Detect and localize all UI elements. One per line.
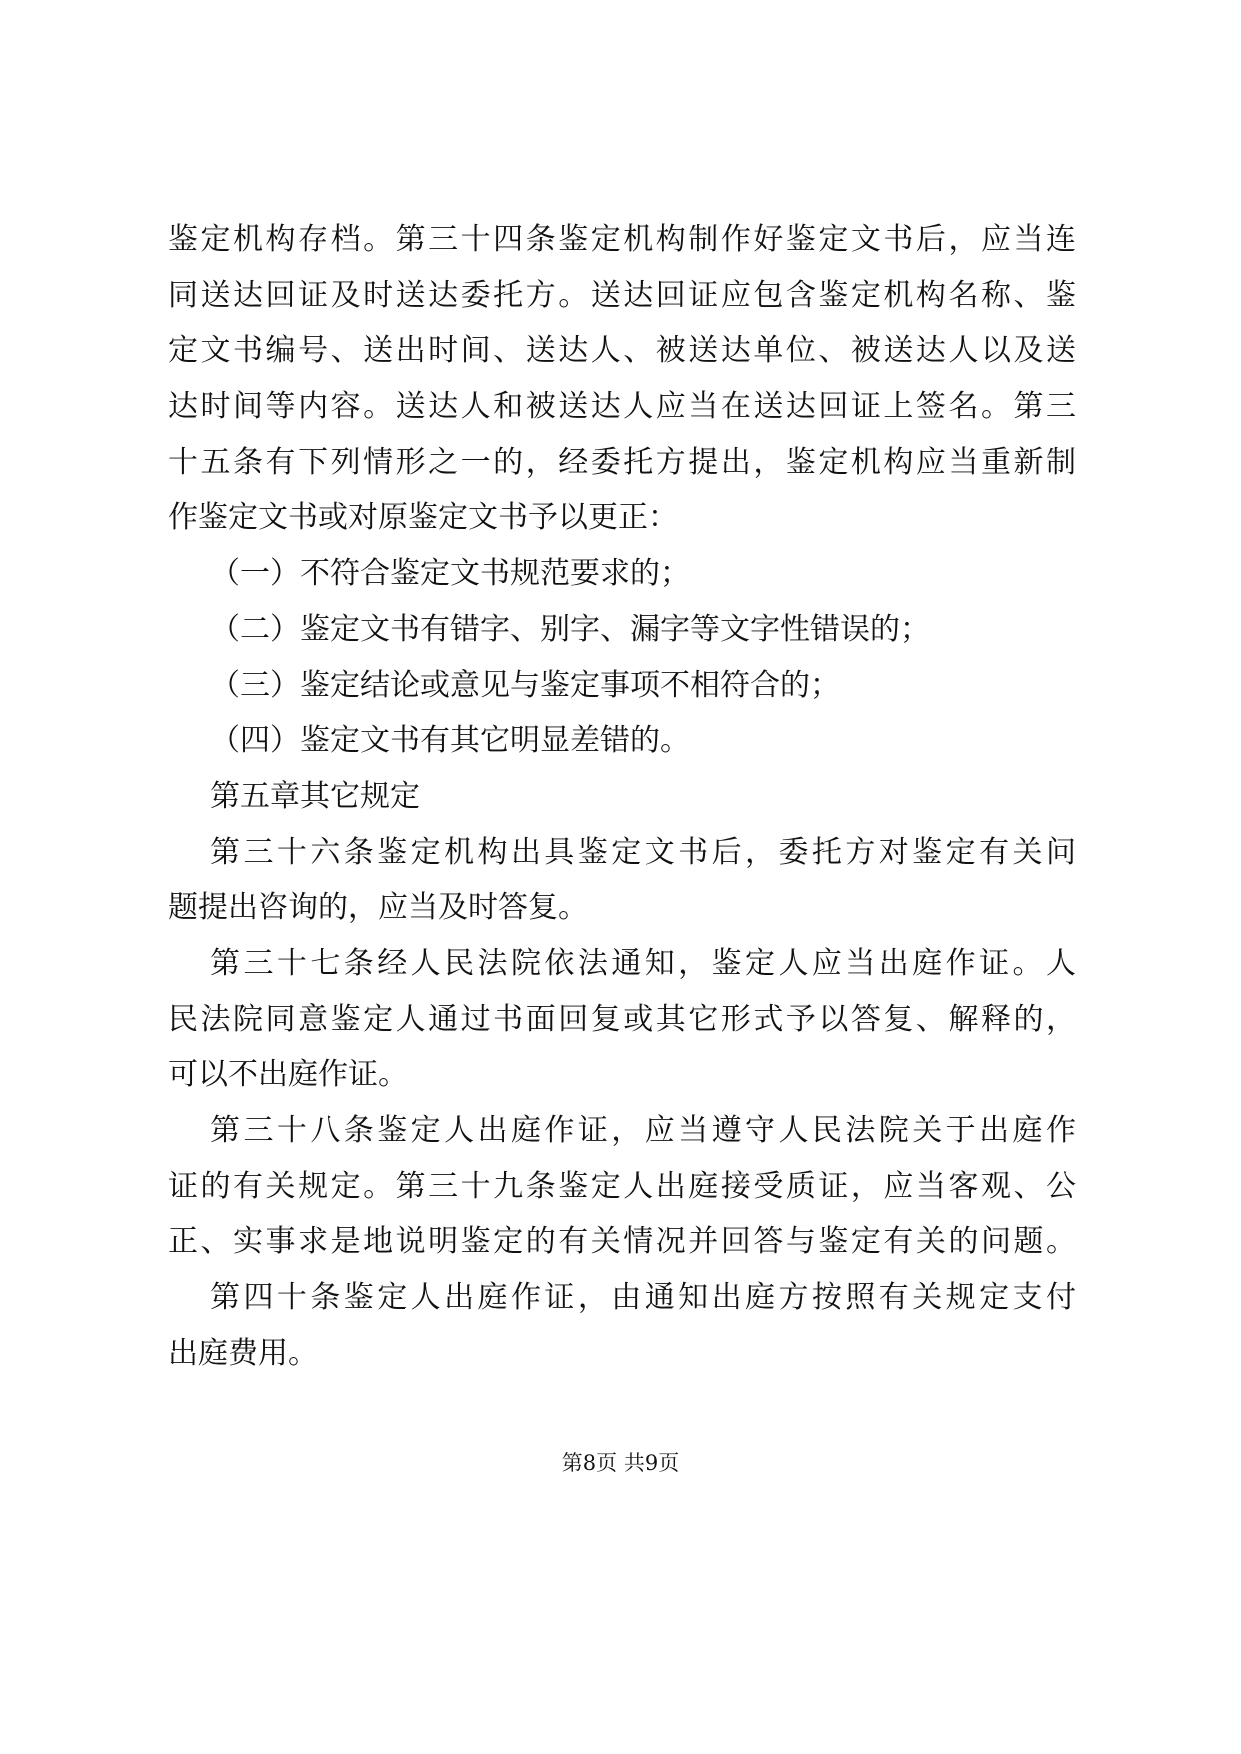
text-line: 第三十八条鉴定人出庭作证，应当遵守人民法院关于出庭作 <box>210 1113 1076 1148</box>
page-footer: 第8页 共9页 <box>561 1451 680 1475</box>
list-item: （三）鉴定结论或意见与鉴定事项不相符合的； <box>210 667 840 703</box>
list-item: （一）不符合鉴定文书规范要求的； <box>210 556 690 592</box>
text-line: 同送达回证及时送达委托方。送达回证应包含鉴定机构名称、鉴 <box>168 277 1076 313</box>
text-line: 达时间等内容。送达人和被送达人应当在送达回证上签名。第三 <box>168 389 1076 425</box>
text-line: 作鉴定文书或对原鉴定文书予以更正： <box>168 500 678 536</box>
text-line: 定文书编号、送出时间、送达人、被送达单位、被送达人以及送 <box>168 333 1076 369</box>
list-item: （四）鉴定文书有其它明显差错的。 <box>210 723 690 759</box>
text-line: 可以不出庭作证。 <box>168 1057 408 1093</box>
text-line: 题提出咨询的，应当及时答复。 <box>168 890 588 926</box>
text-line: 民法院同意鉴定人通过书面回复或其它形式予以答复、解释的， <box>168 1001 1076 1037</box>
text-line: 第三十七条经人民法院依法通知，鉴定人应当出庭作证。人 <box>210 945 1076 981</box>
text-line: 十五条有下列情形之一的，经委托方提出，鉴定机构应当重新制 <box>168 444 1076 480</box>
text-line: 第四十条鉴定人出庭作证，由通知出庭方按照有关规定支付 <box>210 1280 1076 1316</box>
text-line: 证的有关规定。第三十九条鉴定人出庭接受质证，应当客观、公 <box>168 1168 1076 1204</box>
text-line: 第三十六条鉴定机构出具鉴定文书后，委托方对鉴定有关问 <box>210 834 1076 870</box>
document-body <box>168 212 1076 1381</box>
list-item: （二）鉴定文书有错字、别字、漏字等文字性错误的； <box>210 611 930 647</box>
text-line: 出庭费用。 <box>168 1335 318 1371</box>
text-line: 鉴定机构存档。第三十四条鉴定机构制作好鉴定文书后，应当连 <box>168 222 1076 257</box>
chapter-heading: 第五章其它规定 <box>210 778 420 814</box>
text-line: 正、实事求是地说明鉴定的有关情况并回答与鉴定有关的问题。 <box>168 1224 1076 1260</box>
